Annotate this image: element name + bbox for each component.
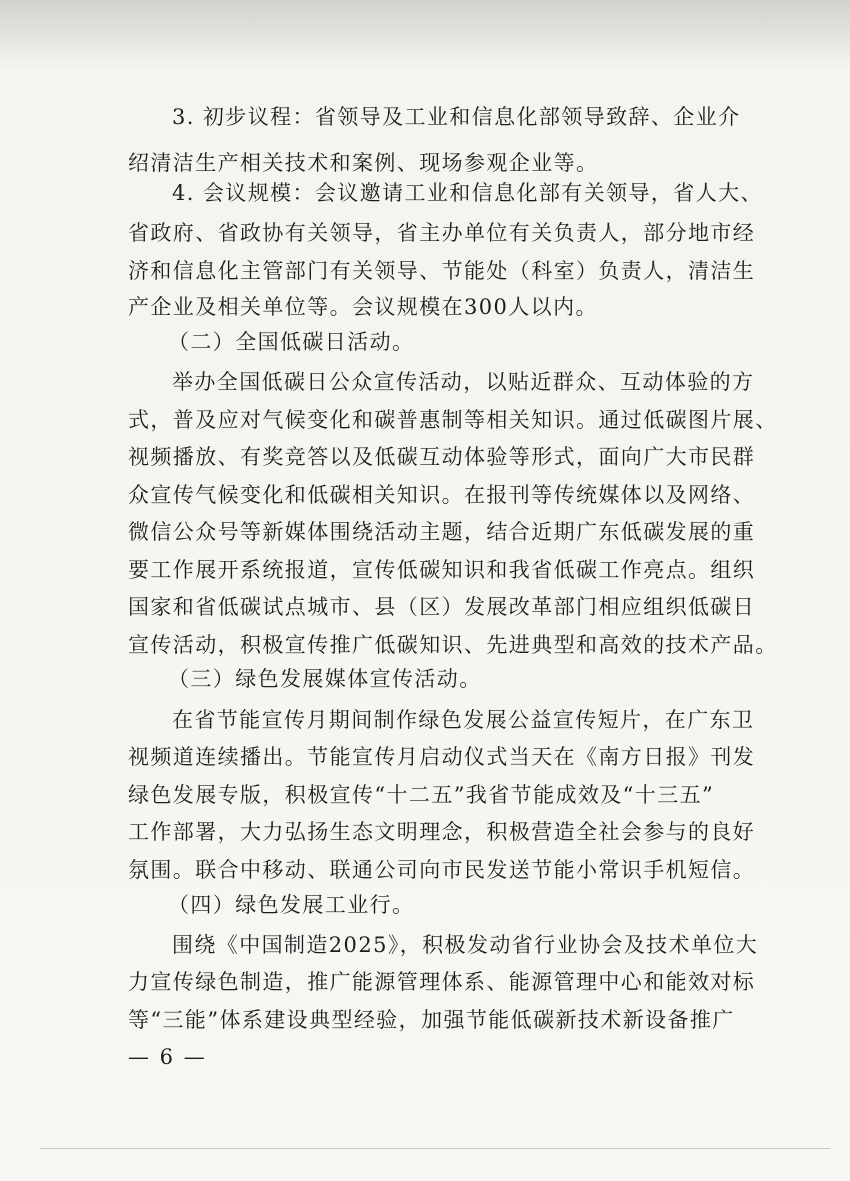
paragraph-line: 视频播放、有奖竞答以及低碳互动体验等形式，面向广大市民群 (128, 445, 756, 469)
paragraph-line: 举办全国低碳日公众宣传活动，以贴近群众、互动体验的方 (172, 370, 755, 394)
paragraph-line: 省政府、省政协有关领导，省主办单位有关负责人，部分地市经 (128, 221, 756, 245)
paragraph-line: 视频道连续播出。节能宣传月启动仪式当天在《南方日报》刊发 (128, 745, 756, 769)
paragraph-line: 绍清洁生产相关技术和案例、现场参观企业等。 (128, 151, 599, 175)
paragraph-line: 要工作展开系统报道，宣传低碳知识和我省低碳工作亮点。组织 (128, 558, 756, 582)
page-number: — 6 — (128, 1045, 207, 1069)
paragraph-line: 在省节能宣传月期间制作绿色发展公益宣传短片，在广东卫 (172, 708, 755, 732)
paragraph-line: 式，普及应对气候变化和碳普惠制等相关知识。通过低碳图片展、 (128, 408, 778, 432)
paragraph-line: 等“三能”体系建设典型经验，加强节能低碳新技术新设备推广 (128, 1008, 735, 1032)
section-heading: （三）绿色发展媒体宣传活动。 (168, 667, 482, 691)
paragraph-line: 氛围。联合中移动、联通公司向市民发送节能小常识手机短信。 (128, 858, 756, 882)
section-heading: （四）绿色发展工业行。 (168, 893, 415, 917)
paragraph-line: 产企业及相关单位等。会议规模在300人以内。 (128, 295, 598, 319)
scan-edge-line (40, 1148, 830, 1149)
paragraph-line: 微信公众号等新媒体围绕活动主题，结合近期广东低碳发展的重 (128, 520, 756, 544)
paragraph-line: 4. 会议规模：会议邀请工业和信息化部有关领导，省人大、 (172, 181, 763, 205)
paragraph-line: 绿色发展专版，积极宣传“十二五”我省节能成效及“十三五” (128, 783, 715, 807)
paragraph-line: 众宣传气候变化和低碳相关知识。在报刊等传统媒体以及网络、 (128, 483, 756, 507)
section-heading: （二）全国低碳日活动。 (168, 330, 415, 354)
paragraph-line: 宣传活动，积极宣传推广低碳知识、先进典型和高效的技术产品。 (128, 633, 778, 657)
paragraph-line: 力宣传绿色制造，推广能源管理体系、能源管理中心和能效对标 (128, 970, 756, 994)
paragraph-line: 围绕《中国制造2025》，积极发动省行业协会及技术单位大 (172, 933, 759, 957)
paragraph-line: 3. 初步议程：省领导及工业和信息化部领导致辞、企业介 (172, 105, 741, 129)
paragraph-line: 济和信息化主管部门有关领导、节能处（科室）负责人，清洁生 (128, 259, 756, 283)
paragraph-line: 国家和省低碳试点城市、县（区）发展改革部门相应组织低碳日 (128, 595, 756, 619)
paragraph-line: 工作部署，大力弘扬生态文明理念，积极营造全社会参与的良好 (128, 820, 756, 844)
